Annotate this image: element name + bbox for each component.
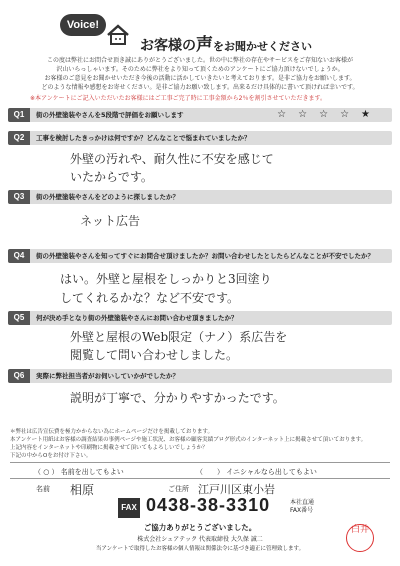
name-label: 名前 [36, 485, 50, 493]
question-number: Q1 [8, 108, 30, 122]
fax-block [118, 495, 318, 520]
address-value: 江戸川区東小岩 [198, 483, 275, 496]
question-number: Q5 [8, 311, 30, 325]
question-bar-q3 [8, 190, 392, 204]
question-number: Q4 [8, 249, 30, 263]
question-number: Q3 [8, 190, 30, 204]
question-bar-q2 [8, 131, 392, 145]
divider [10, 462, 390, 463]
publication-notes: ＊弊社は広告宣伝費を極力かからない為にホームページだけを掲載しております。 本アンケート用紙はお客様の調査結果の事例ページや施工状況、お客様の顧客実績ブログ形式のインターネット上に掲載させて頂いております。 上記内容をインターネットや印刷物に掲載させて頂いてもよろしいでしょうか？ 下記の中からOをお付け下さい。 [10, 429, 367, 459]
question-text: 実際に弊社担当者がお伺いしていかがでしたか？ [36, 372, 179, 380]
house-icon [106, 24, 130, 46]
choice-mark: （ ） [196, 468, 224, 476]
answer-q5-line1: 外壁と屋根のWeb限定（ナノ）系広告を [70, 330, 288, 344]
privacy-note: 当アンケートで取得したお客様の個人情報は関係法令に基づき適正に管理致します。 [95, 546, 305, 552]
answer-q2-line1: 外壁の汚れや、耐久性に不安を感じて [70, 152, 274, 166]
question-bar-q4 [8, 249, 392, 263]
question-text: 街の外壁塗装やさんを知ってすぐにお問合せ頂けましたか？お問い合わせしたとしたらどんなことが不安でしたか？ [36, 252, 374, 260]
intro-text: この度は弊社にお問合せ頂き誠にありがとうございました。世の中に弊社の存在やサービスをご存知ないお客様が 沢山いらっしゃいます。そのために弊社をより知って頂くためのアンケートにご協力頂けないでしょうか。 お客様のご意見をお聞かせいただき今後の活動に活かしていきたいと考えております。是非ご協力をお願いします。 どのような情報や感想をお寄せください。是非ご協力お願い致します。出来るだけ具体的に書いて頂ければ幸いです。 [41, 57, 359, 91]
name-value: 相原 [70, 483, 95, 497]
fax-number: 0438-38-3310 [146, 495, 271, 515]
question-text: 何が決め手となり街の外壁塗装やさんにお問い合わせ頂きましたか？ [36, 314, 238, 322]
choice-initial-ok: （ ） イニシャルなら出してもよい [196, 468, 317, 476]
page-title: お客様の声をお聞かせください [140, 35, 312, 55]
answer-q4-line2: してくれるかな？など不安です。 [60, 291, 240, 305]
answer-q3-line1: ネット広告 [80, 214, 141, 228]
address-label: ご住所 [168, 485, 189, 493]
question-text: 街の外壁塗装やさんを5段階で評価をお願いします [36, 111, 184, 119]
question-bar-q5 [8, 311, 392, 325]
voice-badge: Voice! [60, 14, 106, 36]
rating-stars: ☆☆☆☆★ [277, 109, 382, 120]
answer-q2-line2: いたからです。 [70, 170, 153, 184]
question-number: Q6 [8, 369, 30, 383]
company-info: 株式会社シェアテック 代表取締役 大久保 誠二 [137, 536, 263, 543]
divider [10, 478, 390, 479]
choice-name-ok: （ ○ ） 名前を出してもよい [34, 468, 124, 476]
question-bar-q1 [8, 108, 392, 122]
fax-side-label: 本社直通 FAX番号 [290, 499, 315, 514]
answer-q4-line1: はい。外壁と屋根をしっかりと3回塗り [60, 272, 272, 286]
hanko-stamp: 白井 [346, 524, 374, 552]
answer-q6-line1: 説明が丁寧で、分かりやすかったです。 [70, 391, 285, 405]
question-text: 街の外壁塗装やさんをどのように探しましたか？ [36, 193, 179, 201]
fax-icon: FAX [118, 498, 140, 518]
question-text: 工事を検討したきっかけは何ですか？どんなことで悩まれていましたか？ [36, 134, 251, 142]
discount-note: ※本アンケートにご記入いただいたお客様にはご工事ご完了時に工事金額から2％を割引させていただきます。 [30, 95, 327, 102]
thanks-text: ご協力ありがとうございました。 [143, 523, 257, 532]
choice-mark: （ ○ ） [34, 468, 59, 476]
question-number: Q2 [8, 131, 30, 145]
question-bar-q6 [8, 369, 392, 383]
answer-q5-line2: 閲覧して問い合わせしました。 [70, 348, 239, 362]
